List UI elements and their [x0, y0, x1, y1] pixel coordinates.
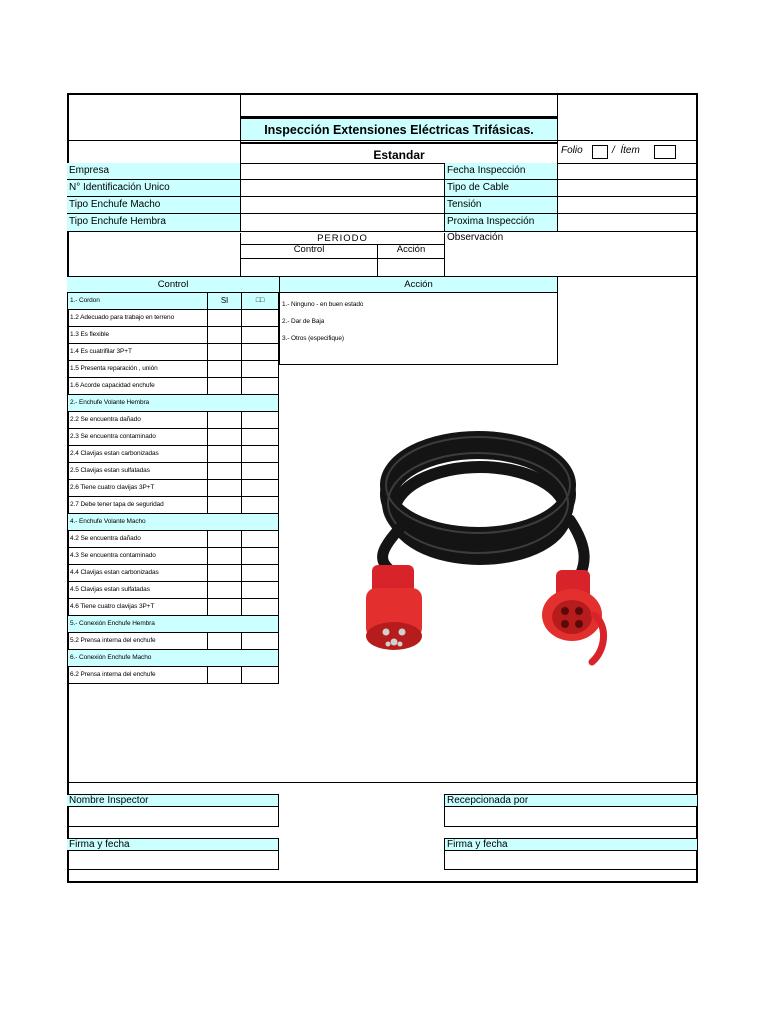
- nombre-inspector-field[interactable]: [67, 807, 279, 827]
- si-checkbox[interactable]: [207, 582, 241, 598]
- firma-fecha-left-label: Firma y fecha: [67, 838, 279, 851]
- checklist-row: [67, 327, 279, 344]
- si-checkbox[interactable]: [207, 446, 241, 462]
- periodo-control-field[interactable]: [241, 259, 377, 276]
- observacion-field[interactable]: [445, 246, 697, 276]
- checklist-item-label: 2.4 Clavijas estan carbonizadas: [70, 450, 159, 457]
- observacion-label: Observación: [447, 232, 504, 243]
- checklist-item-label: 2.2 Se encuentra dañado: [70, 416, 141, 423]
- identificacion-field[interactable]: [240, 180, 444, 197]
- periodo-accion-label: Acción: [396, 244, 426, 255]
- recepcionada-por-field[interactable]: [444, 807, 698, 827]
- firma-fecha-right-field[interactable]: [444, 851, 698, 870]
- form-subtitle: Estandar: [241, 142, 557, 164]
- no-checkbox[interactable]: [241, 429, 278, 445]
- no-checkbox[interactable]: [241, 531, 278, 547]
- tipo-cable-label: Tipo de Cable: [444, 180, 557, 197]
- no-checkbox[interactable]: [241, 412, 278, 428]
- no-checkbox[interactable]: [241, 599, 278, 615]
- si-checkbox[interactable]: [207, 361, 241, 377]
- checklist-item-label: 4.6 Tiene cuatro clavijas 3P+T: [70, 603, 155, 610]
- si-header: SI: [207, 293, 241, 309]
- extension-cable-icon: [360, 410, 620, 670]
- si-checkbox[interactable]: [207, 412, 241, 428]
- no-checkbox[interactable]: [241, 565, 278, 581]
- checklist-item-label: 1.5 Presenta reparación , unión: [70, 365, 158, 372]
- checklist-row: [67, 582, 279, 599]
- no-checkbox[interactable]: [241, 361, 278, 377]
- empresa-field[interactable]: [240, 163, 444, 180]
- recepcionada-por-label: Recepcionada por: [444, 794, 698, 807]
- no-checkbox[interactable]: [241, 548, 278, 564]
- si-checkbox[interactable]: [207, 599, 241, 615]
- accion-option-3: 3.- Otros (especifique): [282, 335, 345, 342]
- si-checkbox[interactable]: [207, 463, 241, 479]
- accion-option-1: 1.- Ninguno - en buen estado: [282, 301, 364, 308]
- checklist-section-row: [67, 650, 279, 667]
- item-field[interactable]: [654, 145, 676, 159]
- checklist-row: [67, 378, 279, 395]
- item-label: / Ítem: [612, 145, 640, 156]
- checklist-item-label: 4.- Enchufe Volante Macho: [68, 514, 278, 530]
- checklist-row: [67, 633, 279, 650]
- proxima-inspeccion-field[interactable]: [557, 214, 698, 232]
- checklist-item-label: 4.2 Se encuentra dañado: [70, 535, 141, 542]
- empresa-label: Empresa: [67, 163, 240, 180]
- header-divider-right: [557, 93, 558, 163]
- checklist-item-label: 2.7 Debe tener tapa de seguridad: [70, 501, 164, 508]
- checklist-item-label: 6.2 Prensa interna del enchufe: [70, 671, 156, 678]
- checklist-item-label: 4.5 Clavijas estan sulfatadas: [70, 586, 150, 593]
- checklist-item-label: 1.2 Adecuado para trabajo en terreno: [70, 314, 175, 321]
- checklist-row: [67, 446, 279, 463]
- no-checkbox[interactable]: [241, 378, 278, 394]
- fecha-inspeccion-label: Fecha Inspección: [444, 163, 557, 180]
- no-checkbox[interactable]: [241, 344, 278, 360]
- checklist-row: [67, 412, 279, 429]
- checklist-row: [67, 361, 279, 378]
- checklist-item-label: 1.3 Es flexible: [70, 331, 109, 338]
- no-checkbox[interactable]: [241, 480, 278, 496]
- si-checkbox[interactable]: [207, 327, 241, 343]
- no-checkbox[interactable]: [241, 582, 278, 598]
- checklist-item-label: 1.4 Es cuatrifilar 3P+T: [70, 348, 132, 355]
- firma-fecha-right-label: Firma y fecha: [444, 838, 698, 851]
- no-header: □□: [241, 293, 278, 309]
- tipo-cable-field[interactable]: [557, 180, 698, 197]
- checklist-row: [67, 548, 279, 565]
- checklist-item-label: 2.5 Clavijas estan sulfatadas: [70, 467, 150, 474]
- enchufe-macho-field[interactable]: [240, 197, 444, 214]
- periodo-title: PERIODO: [317, 233, 368, 244]
- checklist-section-row: [67, 395, 279, 412]
- checklist-row: [67, 429, 279, 446]
- si-checkbox[interactable]: [207, 531, 241, 547]
- checklist-row: [67, 463, 279, 480]
- proxima-inspeccion-label: Proxima Inspección: [444, 214, 557, 232]
- identificacion-label: N° Identificación Unico: [67, 180, 240, 197]
- folio-label: Folio: [561, 145, 583, 156]
- checklist-row: [67, 531, 279, 548]
- no-checkbox[interactable]: [241, 497, 278, 513]
- checklist-item-label: 2.- Enchufe Volante Hembra: [68, 395, 278, 411]
- periodo-accion-field[interactable]: [378, 259, 444, 276]
- accion-option-2: 2.- Dar de Baja: [282, 318, 325, 325]
- checklist-row: [67, 480, 279, 497]
- checklist-row: [67, 344, 279, 361]
- checklist-item-label: 5.- Conexión Enchufe Hembra: [68, 616, 278, 632]
- checklist-item-label: 4.3 Se encuentra contaminado: [70, 552, 156, 559]
- no-checkbox[interactable]: [241, 667, 278, 683]
- checklist-row: [67, 667, 279, 684]
- si-checkbox[interactable]: [207, 633, 241, 649]
- si-checkbox[interactable]: [207, 378, 241, 394]
- form-title: Inspección Extensiones Eléctricas Trifásicas.: [241, 117, 557, 140]
- checklist-item-label: 1.- Cordon: [68, 293, 207, 309]
- fecha-inspeccion-field[interactable]: [557, 163, 698, 180]
- si-checkbox[interactable]: [207, 667, 241, 683]
- enchufe-hembra-label: Tipo Enchufe Hembra: [67, 214, 240, 232]
- checklist-item-label: 6.- Conexión Enchufe Macho: [68, 650, 278, 666]
- control-header: Control: [67, 277, 279, 293]
- enchufe-hembra-field[interactable]: [240, 214, 444, 232]
- tension-label: Tensión: [444, 197, 557, 214]
- accion-header: Acción: [279, 277, 558, 293]
- enchufe-macho-label: Tipo Enchufe Macho: [67, 197, 240, 214]
- no-checkbox[interactable]: [241, 310, 278, 326]
- no-checkbox[interactable]: [241, 633, 278, 649]
- acciones-box: [279, 293, 558, 365]
- checklist-item-label: 2.3 Se encuentra contaminado: [70, 433, 156, 440]
- checklist-section-row: [67, 514, 279, 531]
- footer-top-line: [67, 782, 698, 783]
- folio-field[interactable]: [592, 145, 608, 159]
- no-checkbox[interactable]: [241, 446, 278, 462]
- no-checkbox[interactable]: [241, 327, 278, 343]
- si-checkbox[interactable]: [207, 548, 241, 564]
- si-checkbox[interactable]: [207, 565, 241, 581]
- extension-cable-image: [360, 410, 620, 670]
- checklist-item-label: 4.4 Clavijas estan carbonizadas: [70, 569, 159, 576]
- nombre-inspector-label: Nombre Inspector: [67, 794, 279, 807]
- checklist-row: [67, 565, 279, 582]
- checklist-item-label: 5.2 Prensa interna del enchufe: [70, 637, 156, 644]
- si-checkbox[interactable]: [207, 344, 241, 360]
- periodo-control-label: Control: [293, 244, 325, 255]
- checklist-row: [67, 497, 279, 514]
- no-checkbox[interactable]: [241, 463, 278, 479]
- info-grid: [67, 163, 698, 233]
- checklist-row: [67, 293, 279, 310]
- checklist-section-row: [67, 616, 279, 633]
- si-checkbox[interactable]: [207, 497, 241, 513]
- firma-fecha-left-field[interactable]: [67, 851, 279, 870]
- si-checkbox[interactable]: [207, 429, 241, 445]
- tension-field[interactable]: [557, 197, 698, 214]
- si-checkbox[interactable]: [207, 480, 241, 496]
- si-checkbox[interactable]: [207, 310, 241, 326]
- checklist-item-label: 1.6 Acorde capacidad enchufe: [70, 382, 155, 389]
- checklist-item-label: 2.6 Tiene cuatro clavijas 3P+T: [70, 484, 155, 491]
- checklist-row: [67, 310, 279, 327]
- checklist-row: [67, 599, 279, 616]
